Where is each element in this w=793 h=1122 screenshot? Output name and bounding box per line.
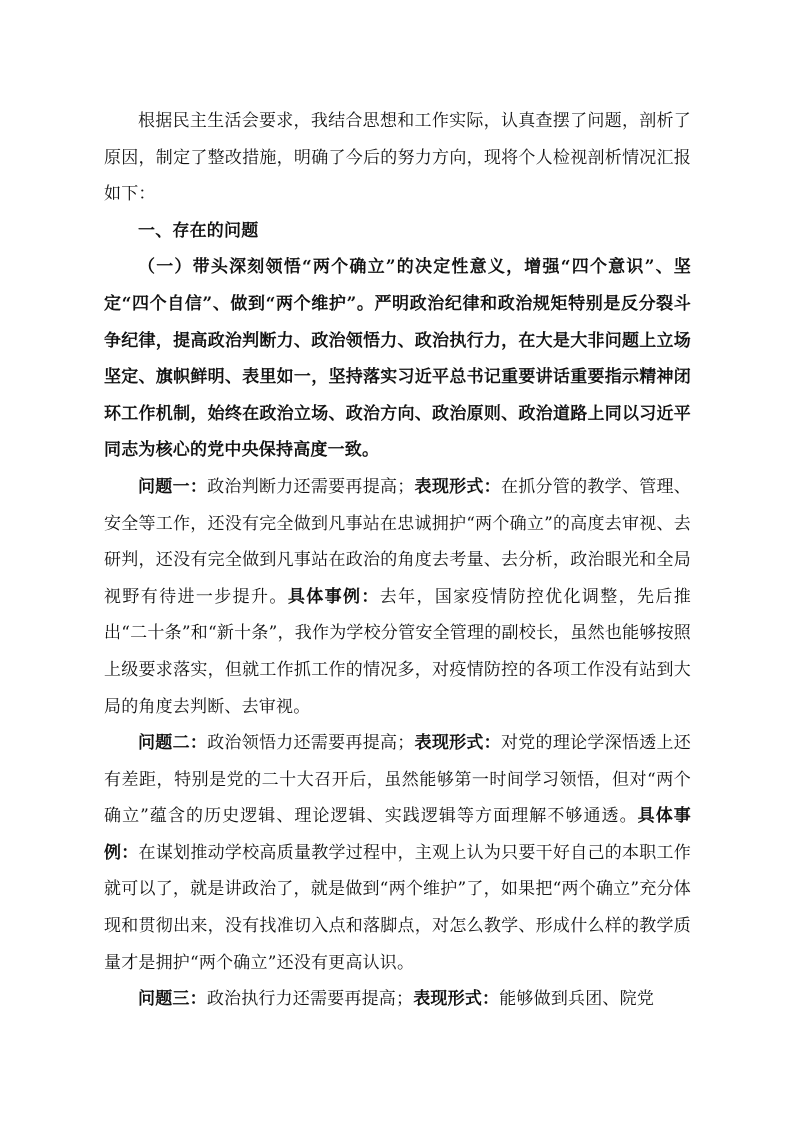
form-label: 表现形式： (413, 989, 500, 1010)
subsection-paragraph: （一）带头深刻领悟“两个确立”的决定性意义，增强“四个意识”、坚定“四个自信”、做到“两个维护”。严明政治纪律和政治规矩特别是反分裂斗争纪律，提高政治判断力、政治领悟力、政治执行力，在大是大非问题上立场坚定、旗帜鲜明、表里如一，坚持落实习近平总书记重要讲话重要指示精神闭环工作机制，始终在政治立场、政治方向、政治原则、政治道路上同以习近平同志为核心的党中央保持高度一致。 (104, 257, 691, 461)
section-heading: 一、存在的问题 (138, 220, 259, 241)
issue-paragraph-3 (104, 981, 691, 1018)
example-text: 在谋划推动学校高质量教学过程中，主观上认为只要干好自己的本职工作就可以了，就是讲政治了，就是做到“两个维护”了，如果把“两个确立”充分体现和贯彻出来，没有找准切入点和落脚点，对怎么教学、形成什么样的教学质量才是拥护“两个确立”还没有更高认识。 (104, 842, 692, 973)
issue-summary: 政治执行力还需要再提高； (206, 989, 414, 1010)
issue-summary: 政治判断力还需要再提高； (207, 476, 415, 497)
document-body (104, 103, 691, 1018)
form-label: 表现形式： (414, 733, 501, 754)
example-label: 具体事例： (104, 806, 691, 863)
form-text: 在抓分管的教学、管理、安全等工作，还没有完全做到凡事站在忠诚拥护“两个确立”的高度去审视、去研判，还没有完全做到凡事站在政治的角度去考量、去分析，政治眼光和全局视野有待进一步提升。 (104, 476, 691, 607)
issue-label: 问题三： (138, 989, 207, 1010)
form-label: 表现形式： (414, 476, 501, 497)
issue-label: 问题一： (138, 476, 208, 497)
intro-paragraph: 根据民主生活会要求，我结合思想和工作实际，认真查摆了问题，剖析了原因，制定了整改措施，明确了今后的努力方向，现将个人检视剖析情况汇报如下： (104, 111, 691, 205)
example-text: 去年，国家疫情防控优化调整，先后推出“二十条”和“新十条”，我作为学校分管安全管理的副校长，虽然也能够按照上级要求落实，但就工作抓工作的情况多，对疫情防控的各项工作没有站到大局的角度去判断、去审视。 (104, 586, 692, 717)
form-text: 能够做到兵团、院党 (499, 989, 655, 1010)
issue-summary: 政治领悟力还需要再提高； (207, 733, 415, 754)
form-text: 对党的理论学深悟透上还有差距，特别是党的二十大召开后，虽然能够第一时间学习领悟，但对“两个确立”蕴含的历史逻辑、理论逻辑、实践逻辑等方面理解不够通透。 (104, 733, 691, 827)
issue-paragraph-2 (104, 725, 691, 981)
issue-paragraph-1 (104, 469, 691, 725)
example-label: 具体事例： (287, 586, 380, 607)
issue-label: 问题二： (138, 733, 208, 754)
